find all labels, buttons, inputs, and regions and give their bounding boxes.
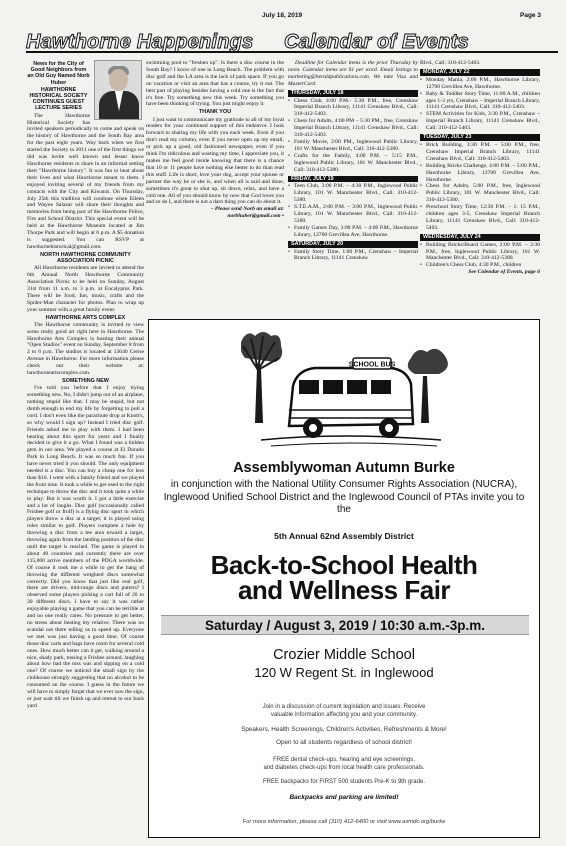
column-calendar-1 (288, 60, 418, 315)
hawthorne-happenings-title: Hawthorne Happenings (26, 31, 254, 53)
calendar-day-heading: MONDAY, JULY 22 (420, 69, 540, 76)
column-calendar-2 (420, 60, 540, 315)
calendar-event-list (288, 183, 418, 238)
heading-historical-society: HAWTHORNE HISTORICAL SOCIETY CONTINUES GUEST LECTURE SERIES (29, 86, 88, 112)
calendar-event-list (420, 142, 540, 232)
calendar-event: • Monday Mania, 2:00 P.M., Hawthorne Library, 12700 Grevillea Ave, Hawthorne. (420, 77, 540, 91)
calendar-day-heading: THURSDAY, JULY 18 (288, 90, 418, 97)
calendar-event: • Preschool Story Time, 12:30 P.M. – 1: 15 P.M., children ages 3-5, Crenshaw Imperial Branch Library, 11141 Crenshaw Blvd., Call: 310-412-5403. (420, 204, 540, 232)
ad-address: 120 W Regent St. in Inglewood (254, 665, 434, 680)
ad-event-title-line-1: Back-to-School Health (210, 550, 478, 580)
ad-title: Assemblywoman Autumn Burke (233, 460, 455, 476)
heading-picnic: NORTH HAWTHORNE COMMUNITY ASSOCIATION PICNIC (40, 251, 131, 264)
calendar-event: • Family Movie, 2:00 PM., Inglewood Public Library, 101 W. Manchester Blvd., Call: 310-412-5380. (288, 139, 418, 153)
column-hawthorne-happenings-2 (146, 60, 284, 315)
ad-info-discussion-2: valuable information affecting you and your community. (270, 712, 418, 718)
paragraph-historical-society: The Hawthorne Historical Society has invited speakers periodically to come and speak on the history of Hawthorne and the South Bay area for the past eight years. Way back when we first started the Society in 2011 one of the first things we did was invite well known and lesser know Hawthorne residents to share in an informal setting their "Hawthorne history". It was fun to hear about their lives and what Hawthorne meant to them. I enjoyed inviting several of my friends from my contacts with the City and Kiwanis. On Thursday, July 25th this tradition will continue when Eileen and Wayne Salazar will share their thoughts and memories from being part of the Hawthorne Police, Fire and School District. This special event will be held at the Hawthorne Museum located at Jim Thorpe Park and will begin at 6 p.m. A $5 donation is suggested. You can RSVP at hawthornehistorical@gmail.com. (27, 112, 144, 250)
calendar-day-heading: WEDNESDAY, JULY 24 (420, 234, 540, 241)
calendar-event: • Teen Club, 3:00 P.M. – 4:30 P.M., Inglewood Public Library, 101 W. Manchester Blvd., Call: 310-412-5380. (288, 183, 418, 204)
page-header (0, 12, 566, 22)
calendar-event: • Family Games Day, 3:00 P.M. – 4:00 P.M., Hawthorne Library, 12700 Grevillea Ave, Hawthorne. (288, 225, 418, 239)
sign-off: – Please send Norb an email at: (210, 206, 284, 213)
ad-event-title (149, 550, 539, 605)
school-bus-illustration (241, 328, 451, 456)
paragraph-disc-golf-cont: swimming pool to "freshen up". Is there a disc course in the South Bay? I know of one in Long Beach. The problem with disc golf and the LA area is the lack of park space. If you go on vacation or visit an area that has a course, try it out. The best part of playing besides having a cold one is the fact that it's free. Try something new this week. Try something you have been thinking of trying. You just might enjoy it. (146, 60, 284, 108)
section-banner (26, 31, 558, 53)
calendar-event: • Chess Club, 4:00 P.M.- 5:30 P.M., free, Crenshaw Imperial Branch Library, 11141 Crenshaw Blvd., Call: 310-412-5403. (288, 98, 418, 119)
ad-info-discussion (149, 703, 539, 719)
calendar-event: • Building Bricks/Board Games, 2:00 P.M. – 3:30 P.M., free, Inglewood Public Library, 101 W. Manchester Blvd., Call: 310-412-5380. (420, 242, 540, 263)
ad-sponsors: in conjunction with the National Utility Consumer Rights Association (NUCRA), Inglewood Unified School District and the Inglewood Council of PTAs invite you to the (163, 479, 525, 515)
svg-text:SCHOOL BUS: SCHOOL BUS (348, 361, 396, 369)
author-photo (94, 60, 142, 120)
calendar-event: • Chess for Adults, 5:00 P.M., free, Inglewood Public Library, 101 W. Manchester Blvd., Call: 310-412-5380. (420, 183, 540, 204)
ad-info-limited: Backpacks and parking are limited! (289, 794, 399, 801)
calendar-day-heading: FRIDAY, JULY 19 (288, 176, 418, 183)
ad-contact: For more information, please call (310) 412-6400 or visit www.asmdc.org/burke (242, 819, 446, 825)
paragraph-something-new: I've told you before that I enjoy trying something new. No, I didn't jump out of an airplane, nothing stupid like that. I may be stupid, but not dumb enough to end my life by forgetting to pull a cord. I don't even like the parachute drop at Knott's, so why would I sign up? Instead I tried disc golf. Friends asked me to play with them. I had been hearing about this sport for years and I finally decided to give it a go. What I found was a hidden gem in our area. We played a course at El Dorado Park in Long Beach. It was so much fun. If you have never tried it you should. The only equipment needed is a disc. You can buy a cheap one for less than $10. I went with a family friend and we played the front nine. It took a while to get used to the right technique to throw the disc and it took quite a while to play. But it was worth it. I got a little exercise and a lot of laughs. Disc golf (occasionally called Frisbee golf or frolf) is a flying disc sport in which players throw a disc at a target; it is played using rules similar to golf. Players complete a hole by throwing a disc from a tee area toward a target, throwing again from the landing position of the disc until the target is reached. The game is played in about 40 countries and currently there are over 115,000 active members of the PDGA worldwide. Of course it took me a while to get the hang of throwing the different weighted discs somewhat correctly. Did you know that just like real golf, there are drivers, mid-range discs and putters? I observed some players picking a cart full of 20 to 30 different discs. I have to say it was rather enjoyable playing a game that you can be terrible at and no one really cares. No pressure to get better, no stress about beating my relative. There was no scandal out there telling us to speed up. Everyone we met was just having a good time. Of course those disc carts and bags have room for several cold ones. How much better can it get, walking around a nice, shady park, tossing a Frisbee around, laughing about how bad the toss was and sipping on a cold one? Of course we noticed the small sign by the clubhouse strongly suggesting that no alcohol to be consumed on the course. I guess in the future we will have to simply forget that we ever saw the sign, or just wait till we finish up and retreat to our back yard (27, 385, 144, 709)
ad-info-discussion-1: Join in a discussion of current legislation and issues. Receive (262, 704, 426, 710)
column-hawthorne-happenings-1 (27, 60, 144, 840)
calendar-event: • STEM Activities for Kids, 3:30 P.M., Crenshaw – Imperial Branch Library, 11141 Crenshaw Blvd., Call: 310-412-5403. (420, 111, 540, 132)
calendar-event-list (288, 249, 418, 263)
calendar-event: • Building Bricks Challenge, 4:00 P.M. – 5:00 P.M., Hawthorne Library, 12700 Grevillea Ave, Hawthorne. (420, 163, 540, 184)
calendar-days-2 (420, 69, 540, 269)
ad-info-backpacks: FREE backpacks for FIRST 500 students Pre-K to 9th grade. (263, 779, 425, 785)
calendar-event-list (420, 77, 540, 132)
column-kicker: News for the City of Good Neighbors from an Old Guy Named Norb Huber (27, 61, 90, 86)
ad-date-bar: Saturday / August 3, 2019 / 10:30 a.m.-3p.m. (161, 615, 529, 635)
paragraph-picnic: All Hawthorne residents are invited to attend the 6th Annual North Hawthorne Community Association Picnic to be held on Sunday, August 31st from 11 a.m. to 3 p.m. at Eucalyptus Park. There will be food, fun, music, crafts and the Spider-Man character for photos. Plan to wrap up your summer with a great family event. (27, 265, 144, 313)
calendar-days-1 (288, 90, 418, 263)
ad-info-activities: Speakers, Health Screenings, Children's Activities, Refreshments & More! (241, 726, 447, 733)
calendar-intro: Deadline for Calendar items is the prior Thursday by noon. Calendar items are $1 per word. Email listings to marketing@heraldpublications.com. We take Visa and MasterCard. (288, 60, 418, 87)
calendar-event-list (420, 242, 540, 270)
ad-venue: Crozier Middle School (273, 647, 415, 663)
ad-info-checkups (149, 756, 539, 772)
calendar-event: • Baby & Toddler Story Time, 11:00 A.M., children ages 1-3 yrs, Crenshaw – Imperial Branch Library, 11141 Crenshaw Blvd., Call: 310-412-5403. (420, 91, 540, 112)
calendar-day-heading: TUESDAY, JULY 23 (420, 134, 540, 141)
calendar-lead: Blvd., Call: 310-412-5403. (420, 60, 481, 66)
author-email[interactable]: norbhuber@gmail.com • (227, 213, 284, 220)
calendar-day-heading: SATURDAY, JULY 20 (288, 241, 418, 248)
ad-event-title-line-2: and Wellness Fair (237, 575, 451, 605)
calendar-event: • Family Story Time, 1:00 P.M., Crenshaw – Imperial Branch Library, 11141 Crenshaw (288, 249, 418, 263)
banner-rule (26, 51, 558, 53)
page-number: Page 3 (520, 12, 541, 19)
calendar-event-list (288, 98, 418, 174)
heading-thank-you: THANK YOU (199, 109, 231, 116)
paragraph-thank-you: I just want to communicate my gratitude to all of my loyal readers for your continued support of this endeavor. I look forward to sharing my life with you each week. Even if you don't read my column, even if you never open up my email, or pick up a good, old fashioned newspaper, even if you think I'm ridiculous and wasting my time, I appreciate you, it makes me feel good inside knowing that there is a chance that 10 or 11 people have nothing else better to do than read this stuff. Life is short, love your dog, accept your spouse or partner the way he or she is, and when all is said and done, sometimes it's great to shut up, sit down, relax, and have a cold one. All of you should know by now that God loves you and so do I, and there is not a darn thing you can do about it. (146, 116, 284, 206)
calendar-event: • Crafts for the Family, 4:00 P.M. – 5:15 P.M., Inglewood Public Library, 101 W. Manchester Blvd., Call: 310-412-5380. (288, 153, 418, 174)
calendar-event: • Children's Chess Club, 4:30 P.M., children (420, 262, 540, 269)
ad-info-checkups-1: FREE dental check-ups, hearing and eye screenings, (273, 757, 415, 763)
ad-info-open: Open to all students regardless of school district! (276, 739, 412, 746)
heading-something-new: SOMETHING NEW (62, 377, 109, 384)
issue-date: July 18, 2019 (262, 12, 303, 19)
calendar-continued: See Calendar of Events, page 6 (468, 269, 540, 276)
health-fair-ad (148, 319, 540, 838)
ad-info-checkups-2: and diabetes check-ups from local health care professionals. (263, 765, 425, 771)
calendar-event: • Chess for Adults, 4:00 PM – 5:30 PM., free, Crenshaw Imperial Branch Library, 11141 Crenshaw Blvd., Call: 310-412-5403. (288, 118, 418, 139)
calendar-event: • Brick Building, 3:30 P.M. – 5:00 P.M., free, Crenshaw Imperial Branch Library, 11141 Crenshaw Blvd., Call: 310-412-5403. (420, 142, 540, 163)
heading-arts-complex: HAWTHORNE ARTS COMPLEX (45, 314, 126, 321)
ad-district: 5th Annual 62nd Assembly District (274, 531, 414, 541)
calendar-event: • S.T.E.A.M., 2:00 P.M. – 3:00 P.M., Inglewood Public Library, 101 W. Manchester Blvd., Call: 310-412-5380. (288, 204, 418, 225)
paragraph-arts-complex: The Hawthorne community is invited to view some really good art right here in Hawthorne. The Hawthorne Arts Complex is hosting their annual "Open Studios" event on Sunday, September 8 from 2 to 6 p.m. The studios is located at 13640 Cerise Avenue in Hawthorne. For more information please check out their website at: hawthorneartscomplex.com. (27, 321, 144, 377)
calendar-of-events-title: Calendar of Events (284, 31, 469, 53)
